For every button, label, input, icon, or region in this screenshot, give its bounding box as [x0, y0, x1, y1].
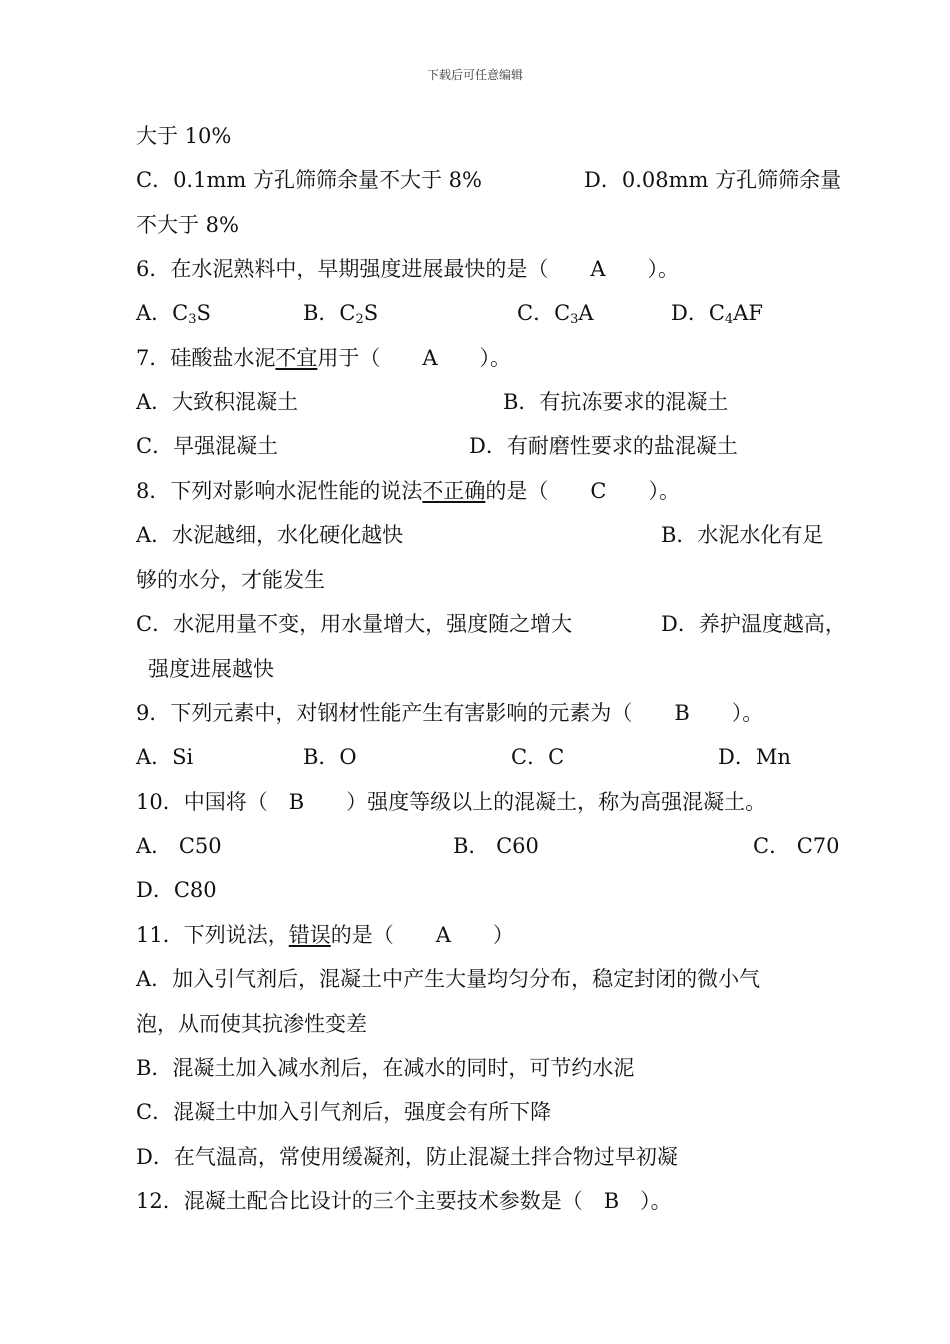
q5-option-b-continuation: 大于 10% [136, 124, 232, 148]
q10-option-a: A． C50 [136, 834, 222, 858]
q11-option-a-continuation: 泡，从而使其抗渗性变差 [136, 1012, 367, 1036]
q5-option-d: D．0.08mm 方孔筛筛余量 [584, 168, 842, 192]
q5-option-d-continuation: 不大于 8% [136, 213, 239, 237]
q9-option-c: C．C [511, 745, 565, 769]
q7-option-b: B．有抗冻要求的混凝土 [503, 390, 729, 414]
q12-stem: 12．混凝土配合比设计的三个主要技术参数是（ B ）。 [136, 1189, 672, 1213]
q9-option-b: B．O [303, 745, 357, 769]
q11-stem: 11．下列说法，错误的是（ A ） [136, 923, 514, 947]
q5-option-c: C．0.1mm 方孔筛筛余量不大于 8% [136, 168, 482, 192]
q11-option-c: C．混凝土中加入引气剂后，强度会有所下降 [136, 1100, 552, 1124]
q10-stem: 10．中国将（ B ）强度等级以上的混凝土，称为高强混凝土。 [136, 790, 767, 814]
q6-option-c: C．$C_3A$ [517, 301, 594, 327]
q9-stem: 9．下列元素中，对钢材性能产生有害影响的元素为（ B ）。 [136, 701, 764, 725]
q7-stem: 7．硅酸盐水泥不宜用于（ A ）。 [136, 346, 512, 370]
q8-stem-emphasis: 不正确 [422, 479, 486, 503]
q7-stem-emphasis: 不宜 [275, 346, 318, 370]
q10-option-d: D．C80 [136, 878, 217, 902]
q9-option-d: D．Mn [718, 745, 791, 769]
q6-option-a: A．$C_3S$ [136, 301, 211, 327]
q8-stem: 8．下列对影响水泥性能的说法不正确的是（ C ）。 [136, 479, 680, 503]
page-header: 下载后可任意编辑 [426, 68, 523, 82]
q8-option-b-continuation: 够的水分，才能发生 [136, 568, 325, 592]
q6-stem: 6．在水泥熟料中，早期强度进展最快的是（ A ）。 [136, 257, 680, 281]
q8-option-d-continuation: 强度进展越快 [148, 657, 274, 681]
q8-option-d: D．养护温度越高， [661, 612, 846, 636]
q9-option-a: A．Si [136, 745, 194, 769]
q10-option-b: B． C60 [453, 834, 539, 858]
q8-option-b: B．水泥水化有足 [661, 523, 824, 547]
q8-option-a: A．水泥越细，水化硬化越快 [136, 523, 404, 547]
q11-stem-emphasis: 错误 [288, 923, 331, 947]
q7-option-d: D．有耐磨性要求的盐混凝土 [469, 434, 738, 458]
q11-option-a: A．加入引气剂后，混凝土中产生大量均匀分布，稳定封闭的微小气 [136, 967, 761, 991]
q7-option-c: C．早强混凝土 [136, 434, 279, 458]
q10-option-c: C． C70 [753, 834, 840, 858]
q11-option-d: D．在气温高，常使用缓凝剂，防止混凝土拌合物过早初凝 [136, 1145, 678, 1169]
q11-option-b: B．混凝土加入减水剂后，在减水的同时，可节约水泥 [136, 1056, 635, 1080]
q6-option-d: D．$C_4AF$ [671, 301, 763, 327]
q6-option-b: B．$C_2S$ [303, 301, 379, 327]
q7-option-a: A．大致积混凝土 [136, 390, 299, 414]
q8-option-c: C．水泥用量不变，用水量增大，强度随之增大 [136, 612, 573, 636]
